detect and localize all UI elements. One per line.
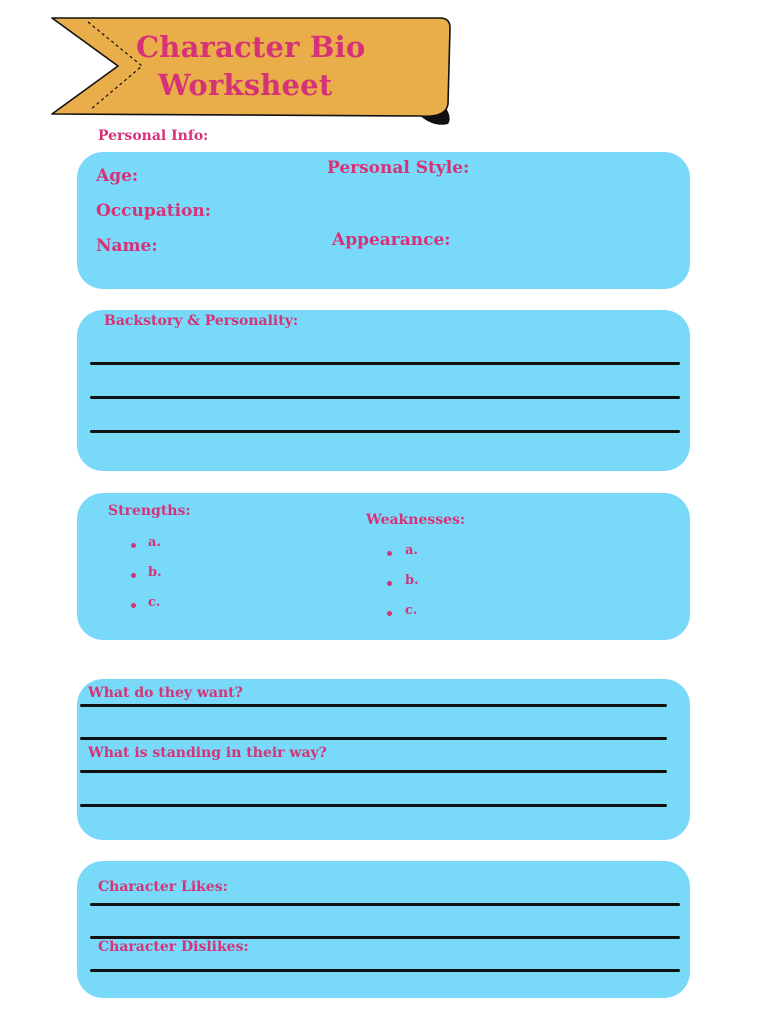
weakness-item-c: c.: [405, 603, 418, 618]
traits-card: [77, 493, 690, 640]
strength-item-a: a.: [148, 535, 161, 550]
preferences-card: [77, 861, 690, 998]
likes-label: Character Likes:: [98, 879, 228, 895]
goals-writing-line: [80, 737, 667, 740]
strengths-heading: Strengths:: [108, 503, 191, 519]
dislikes-writing-line: [90, 969, 680, 972]
appearance-label: Appearance:: [332, 230, 451, 250]
backstory-writing-line: [90, 396, 680, 399]
weakness-item-a: a.: [405, 543, 418, 558]
page-title-line-2: Worksheet: [158, 68, 333, 102]
goals-card: [77, 679, 690, 840]
age-label: Age:: [96, 166, 139, 186]
name-label: Name:: [96, 236, 158, 256]
goals-writing-line: [80, 804, 667, 807]
backstory-heading: Backstory & Personality:: [104, 313, 299, 329]
dislikes-label: Character Dislikes:: [98, 939, 249, 955]
backstory-card: [77, 310, 690, 471]
strength-item-b: b.: [148, 565, 162, 580]
goals-writing-line: [80, 704, 667, 707]
personal-style-label: Personal Style:: [327, 158, 470, 178]
want-question: What do they want?: [88, 685, 243, 701]
goals-writing-line: [80, 770, 667, 773]
backstory-writing-line: [90, 362, 680, 365]
weaknesses-heading: Weaknesses:: [366, 512, 466, 528]
strength-bullet: [131, 543, 136, 548]
weakness-bullet: [387, 581, 392, 586]
weakness-bullet: [387, 551, 392, 556]
weakness-bullet: [387, 611, 392, 616]
weakness-item-b: b.: [405, 573, 419, 588]
obstacle-question: What is standing in their way?: [88, 745, 327, 761]
title-banner: [0, 0, 768, 140]
personal-info-heading: Personal Info:: [98, 128, 209, 144]
page-title-line-1: Character Bio: [136, 30, 366, 64]
occupation-label: Occupation:: [96, 201, 212, 221]
strength-item-c: c.: [148, 595, 161, 610]
strength-bullet: [131, 603, 136, 608]
backstory-writing-line: [90, 430, 680, 433]
strength-bullet: [131, 573, 136, 578]
personal-info-card: [77, 152, 690, 289]
likes-writing-line: [90, 903, 680, 906]
